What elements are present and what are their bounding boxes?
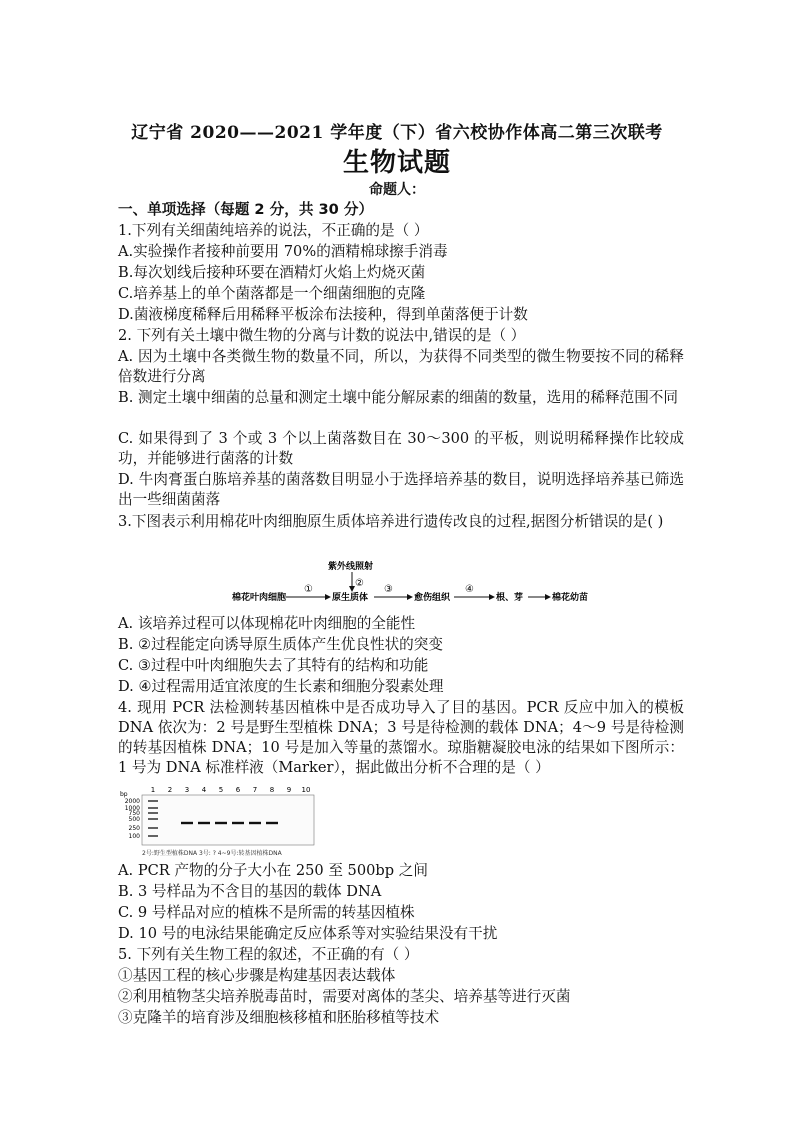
flow-node-protoplast: 原生质体	[332, 593, 369, 603]
flow-node-root-bud: 根、芽	[496, 593, 524, 603]
gel-marker-250: 250	[128, 825, 140, 832]
gel-lane-4: 4	[201, 786, 207, 794]
gel-body	[142, 795, 314, 845]
author-label: 命题人：	[369, 182, 425, 198]
q4-option-c: C. 9 号样品对应的植株不是所需的转基因植株	[118, 904, 415, 921]
q3-option-b: B. ②过程能定向诱导原生质体产生优良性状的突变	[118, 636, 443, 653]
flow-node-leaf-cell: 棉花叶肉细胞	[232, 593, 287, 603]
q2-option-d: D. 牛肉膏蛋白胨培养基的菌落数目明显小于选择培养基的数目，说明选择培养基已筛选出一些细菌菌落	[118, 471, 684, 508]
gel-marker-2000: 2000	[124, 798, 140, 805]
flow-step-3: ③	[384, 584, 393, 595]
gel-lane-7: 7	[252, 786, 258, 794]
flow-step-2: ②	[355, 578, 364, 589]
q2-option-b: B. 测定土壤中细菌的总量和测定土壤中能分解尿素的细菌的数量，选用的稀释范围不同	[118, 389, 678, 406]
flow-step-1: ①	[304, 584, 313, 595]
q5-item-3: ③克隆羊的培育涉及细胞核移植和胚胎移植等技术	[118, 1009, 440, 1026]
gel-marker-750: 750	[128, 810, 140, 817]
q4-option-b: B. 3 号样品为不含目的基因的载体 DNA	[118, 883, 382, 900]
gel-lane-9: 9	[286, 786, 292, 794]
q5-item-2: ②利用植物茎尖培养脱毒苗时，需要对离体的茎尖、培养基等进行灭菌	[118, 988, 571, 1005]
q3-stem: 3.下图表示利用棉花叶肉细胞原生质体培养进行遗传改良的过程,据图分析错误的是( )	[118, 513, 664, 530]
electrophoresis-gel-figure	[118, 784, 318, 860]
q3-option-c: C. ③过程中叶肉细胞失去了其特有的结构和功能	[118, 657, 429, 674]
gel-lane-1: 1	[150, 786, 156, 794]
gel-bp-label: bp	[120, 791, 128, 798]
flow-uv-label: 紫外线照射	[328, 562, 374, 572]
gel-lane-6: 6	[235, 786, 241, 794]
q3-option-d: D. ④过程需用适宜浓度的生长素和细胞分裂素处理	[118, 678, 444, 695]
gel-marker-100: 100	[128, 833, 140, 840]
q1-stem: 1.下列有关细菌纯培养的说法，不正确的是（ ）	[118, 222, 429, 239]
gel-marker-1000: 1000	[124, 805, 140, 812]
gel-marker-500: 500	[128, 816, 140, 823]
gel-lane-3: 3	[184, 786, 190, 794]
q4-option-a: A. PCR 产物的分子大小在 250 至 500bp 之间	[118, 862, 428, 879]
q3-option-a: A. 该培养过程可以体现棉花叶肉细胞的全能性	[118, 615, 416, 632]
q2-stem: 2. 下列有关土壤中微生物的分离与计数的说法中,错误的是（ ）	[118, 327, 526, 344]
gel-caption: 2号:野生型植株DNA 3号: ? 4~9号:转基因植株DNA	[142, 850, 282, 857]
q1-option-b: B.每次划线后接种环要在酒精灯火焰上灼烧灭菌	[118, 264, 426, 281]
q4-option-d: D. 10 号的电泳结果能确定反应体系等对实验结果没有干扰	[118, 925, 498, 942]
q2-option-a: A. 因为土壤中各类微生物的数量不同，所以，为获得不同类型的微生物要按不同的稀释倍数进行分离	[118, 348, 684, 385]
q5-item-1: ①基因工程的核心步骤是构建基因表达载体	[118, 967, 396, 984]
q1-option-a: A.实验操作者接种前要用 70%的酒精棉球擦手消毒	[118, 243, 448, 260]
q2-option-c: C. 如果得到了 3 个或 3 个以上菌落数目在 30～300 的平板，则说明稀释操作比较成功，并能够进行菌落的计数	[118, 430, 684, 467]
q1-option-d: D.菌液梯度稀释后用稀释平板涂布法接种，得到单菌落便于计数	[118, 306, 528, 323]
section-heading: 一、单项选择（每题 2 分，共 30 分）	[118, 201, 374, 218]
q1-option-c: C.培养基上的单个菌落都是一个细菌细胞的克隆	[118, 285, 426, 302]
subject-title: 生物试题	[342, 148, 451, 178]
q4-stem: 4. 现用 PCR 法检测转基因植株中是否成功导入了目的基因。PCR 反应中加入的模板 DNA 依次为：2 号是野生型植株 DNA；3 号是待检测的载体 DNA；4～9 号是待检测的转基因植株 DNA；10 号是加入等量的蒸馏水。琼脂糖凝胶电泳的结果如下图所示：1 号为 DNA 标准样液（Marker），据此做出分析不合理的是（ ）	[118, 699, 684, 776]
q5-stem: 5. 下列有关生物工程的叙述，不正确的有（ ）	[118, 946, 419, 963]
gel-lane-8: 8	[269, 786, 275, 794]
gel-lane-10: 10	[301, 786, 311, 794]
flow-node-callus: 愈伤组织	[414, 593, 451, 603]
gel-lane-2: 2	[167, 786, 173, 794]
culture-flow-diagram	[232, 560, 592, 608]
flow-step-4: ④	[465, 584, 474, 595]
flow-node-seedling: 棉花幼苗	[552, 593, 589, 603]
exam-title: 辽宁省 2020——2021 学年度（下）省六校协作体高二第三次联考	[131, 123, 663, 143]
gel-lane-5: 5	[218, 786, 224, 794]
